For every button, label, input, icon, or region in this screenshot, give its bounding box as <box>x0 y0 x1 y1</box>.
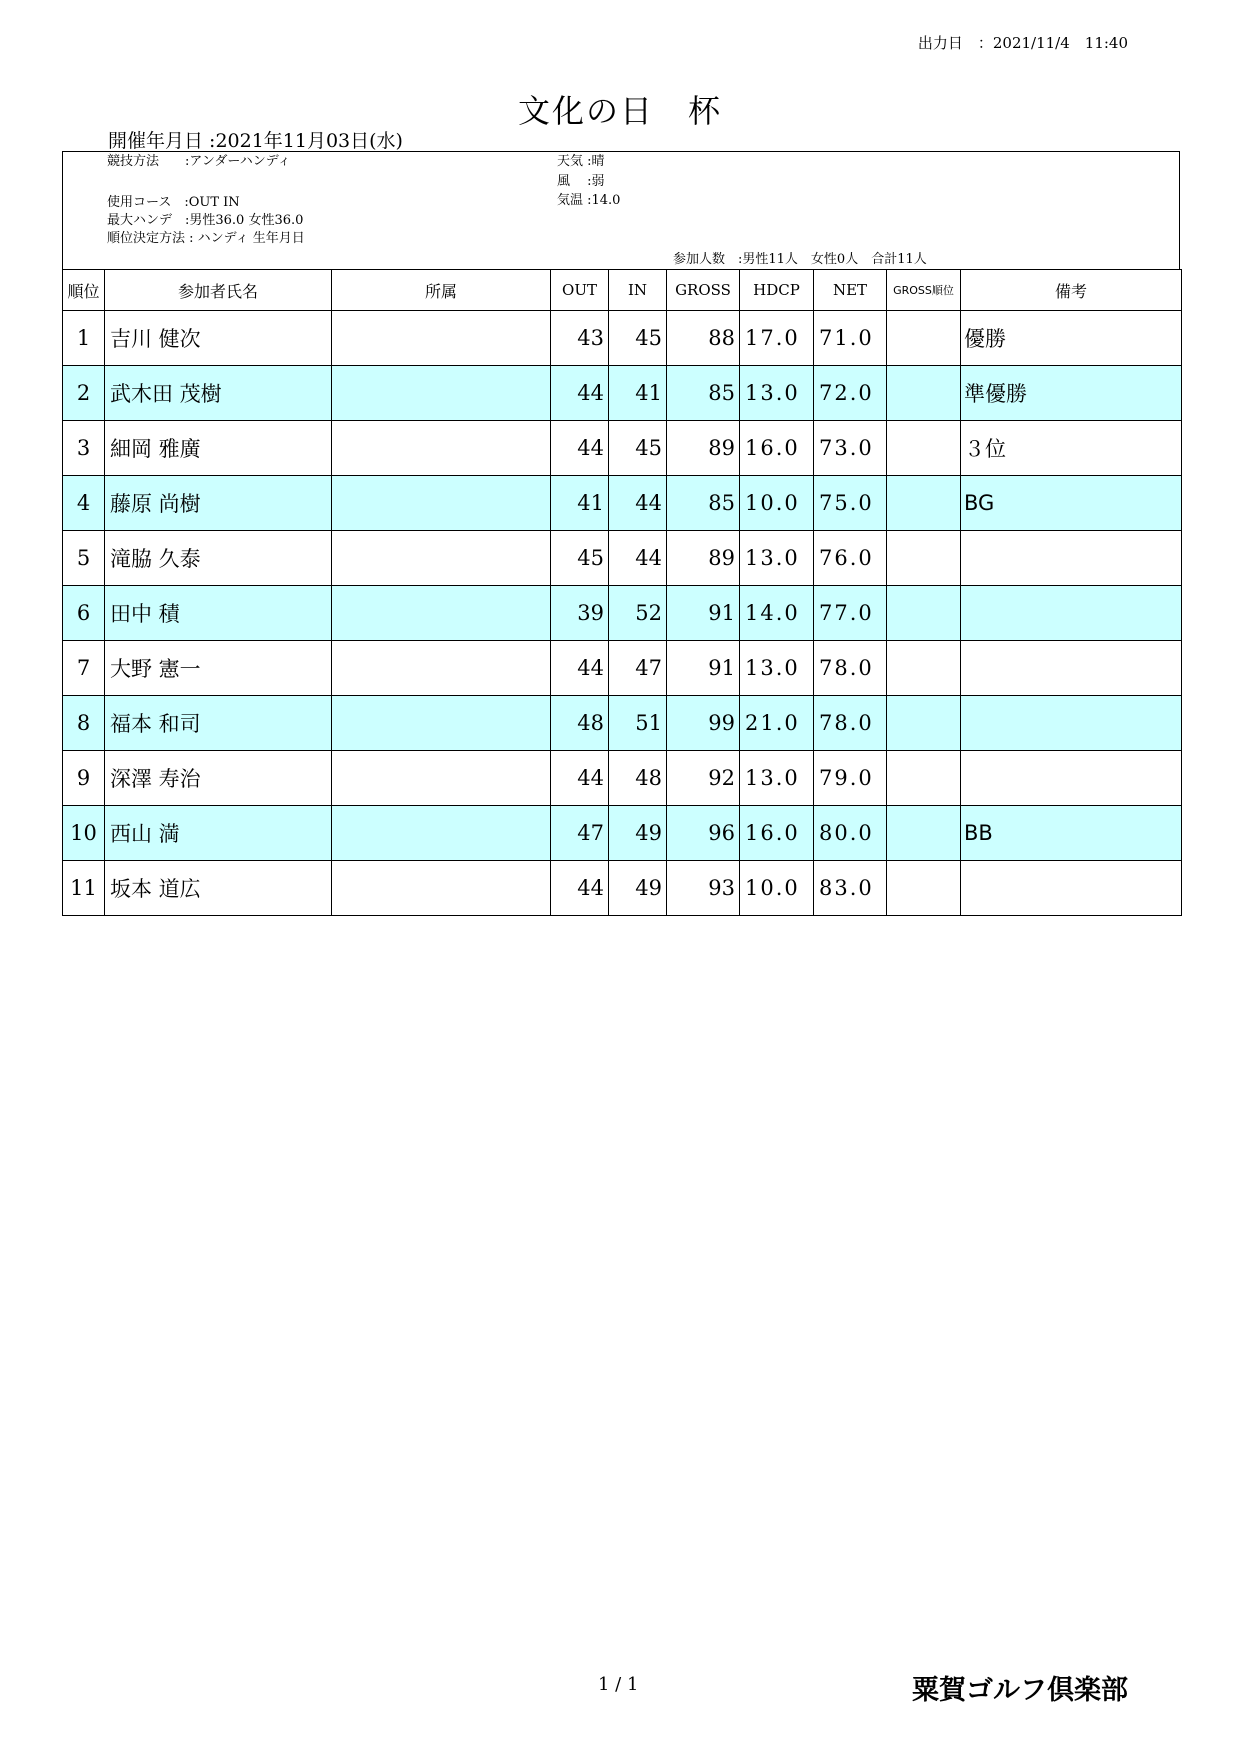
rank-cell: 2 <box>63 366 105 421</box>
in-cell: 49 <box>609 861 667 916</box>
table-row <box>63 421 1182 476</box>
in-cell: 52 <box>609 586 667 641</box>
output-date: 出力日 ：2021/11/4 11:40 <box>917 34 1128 52</box>
in-cell: 44 <box>609 476 667 531</box>
col-out: OUT <box>551 270 609 311</box>
note-cell <box>961 531 1182 586</box>
gross-cell: 92 <box>667 751 740 806</box>
net-cell: 77.0 <box>814 586 887 641</box>
rank-cell: 1 <box>63 311 105 366</box>
in-cell: 47 <box>609 641 667 696</box>
results-table <box>62 269 1182 916</box>
in-cell: 49 <box>609 806 667 861</box>
affiliation-cell <box>332 696 551 751</box>
gross-rank-cell <box>887 421 961 476</box>
gross-cell: 89 <box>667 421 740 476</box>
net-cell: 79.0 <box>814 751 887 806</box>
gross-rank-cell <box>887 751 961 806</box>
out-cell: 48 <box>551 696 609 751</box>
note-cell: 準優勝 <box>961 366 1182 421</box>
net-cell: 72.0 <box>814 366 887 421</box>
in-cell: 45 <box>609 421 667 476</box>
rank-cell: 4 <box>63 476 105 531</box>
gross-cell: 93 <box>667 861 740 916</box>
name-cell: 武木田 茂樹 <box>105 366 332 421</box>
page-title: 文化の日 杯 <box>517 92 722 130</box>
rank-cell: 9 <box>63 751 105 806</box>
net-cell: 78.0 <box>814 696 887 751</box>
table-row <box>63 311 1182 366</box>
net-cell: 75.0 <box>814 476 887 531</box>
table-row <box>63 586 1182 641</box>
hdcp-cell: 21.0 <box>740 696 814 751</box>
gross-cell: 99 <box>667 696 740 751</box>
hdcp-cell: 17.0 <box>740 311 814 366</box>
rank-cell: 7 <box>63 641 105 696</box>
note-cell <box>961 751 1182 806</box>
table-row <box>63 366 1182 421</box>
name-cell: 福本 和司 <box>105 696 332 751</box>
table-row <box>63 531 1182 586</box>
out-cell: 47 <box>551 806 609 861</box>
net-cell: 76.0 <box>814 531 887 586</box>
note-cell: BG <box>961 476 1182 531</box>
net-cell: 80.0 <box>814 806 887 861</box>
out-cell: 44 <box>551 421 609 476</box>
gross-rank-cell <box>887 311 961 366</box>
page-number: 1 / 1 <box>598 1674 639 1695</box>
out-cell: 45 <box>551 531 609 586</box>
name-cell: 滝脇 久泰 <box>105 531 332 586</box>
in-cell: 48 <box>609 751 667 806</box>
table-header-row <box>63 270 1182 311</box>
note-cell <box>961 586 1182 641</box>
gross-rank-cell <box>887 806 961 861</box>
col-gross-rank: GROSS順位 <box>887 270 961 311</box>
rank-cell: 8 <box>63 696 105 751</box>
col-net: NET <box>814 270 887 311</box>
gross-rank-cell <box>887 366 961 421</box>
gross-rank-cell <box>887 861 961 916</box>
gross-cell: 91 <box>667 641 740 696</box>
out-cell: 41 <box>551 476 609 531</box>
participant-count: 参加人数 :男性11人 女性0人 合計11人 <box>673 252 927 267</box>
name-cell: 吉川 健次 <box>105 311 332 366</box>
gross-rank-cell <box>887 696 961 751</box>
hdcp-cell: 13.0 <box>740 751 814 806</box>
affiliation-cell <box>332 586 551 641</box>
wind: 風 :弱 <box>557 174 605 189</box>
rank-cell: 3 <box>63 421 105 476</box>
note-cell: ３位 <box>961 421 1182 476</box>
max-handicap: 最大ハンデ :男性36.0 女性36.0 <box>107 213 304 228</box>
net-cell: 71.0 <box>814 311 887 366</box>
gross-cell: 85 <box>667 366 740 421</box>
gross-cell: 96 <box>667 806 740 861</box>
affiliation-cell <box>332 366 551 421</box>
affiliation-cell <box>332 806 551 861</box>
gross-rank-cell <box>887 476 961 531</box>
in-cell: 51 <box>609 696 667 751</box>
hdcp-cell: 13.0 <box>740 531 814 586</box>
out-cell: 44 <box>551 861 609 916</box>
hdcp-cell: 13.0 <box>740 641 814 696</box>
col-note: 備考 <box>961 270 1182 311</box>
in-cell: 45 <box>609 311 667 366</box>
gross-cell: 88 <box>667 311 740 366</box>
affiliation-cell <box>332 421 551 476</box>
out-cell: 39 <box>551 586 609 641</box>
name-cell: 藤原 尚樹 <box>105 476 332 531</box>
col-gross: GROSS <box>667 270 740 311</box>
ranking-method: 順位決定方法 : ハンディ 生年月日 <box>107 231 305 246</box>
gross-cell: 85 <box>667 476 740 531</box>
name-cell: 細岡 雅廣 <box>105 421 332 476</box>
hdcp-cell: 10.0 <box>740 861 814 916</box>
col-hdcp: HDCP <box>740 270 814 311</box>
competition-info-box <box>62 151 1180 269</box>
hdcp-cell: 10.0 <box>740 476 814 531</box>
rank-cell: 10 <box>63 806 105 861</box>
table-row <box>63 861 1182 916</box>
affiliation-cell <box>332 861 551 916</box>
gross-cell: 89 <box>667 531 740 586</box>
rank-cell: 6 <box>63 586 105 641</box>
course-used: 使用コース :OUT IN <box>107 195 240 210</box>
in-cell: 44 <box>609 531 667 586</box>
name-cell: 坂本 道広 <box>105 861 332 916</box>
table-row <box>63 806 1182 861</box>
in-cell: 41 <box>609 366 667 421</box>
name-cell: 田中 積 <box>105 586 332 641</box>
col-name: 参加者氏名 <box>105 270 332 311</box>
gross-rank-cell <box>887 641 961 696</box>
hdcp-cell: 14.0 <box>740 586 814 641</box>
hdcp-cell: 16.0 <box>740 806 814 861</box>
note-cell: BB <box>961 806 1182 861</box>
col-rank: 順位 <box>63 270 105 311</box>
out-cell: 43 <box>551 311 609 366</box>
net-cell: 73.0 <box>814 421 887 476</box>
affiliation-cell <box>332 476 551 531</box>
weather: 天気 :晴 <box>557 154 605 169</box>
competition-method: 競技方法 :アンダーハンディ <box>107 154 291 169</box>
name-cell: 西山 満 <box>105 806 332 861</box>
col-in: IN <box>609 270 667 311</box>
note-cell: 優勝 <box>961 311 1182 366</box>
col-affiliation: 所属 <box>332 270 551 311</box>
affiliation-cell <box>332 531 551 586</box>
affiliation-cell <box>332 641 551 696</box>
affiliation-cell <box>332 751 551 806</box>
net-cell: 83.0 <box>814 861 887 916</box>
out-cell: 44 <box>551 641 609 696</box>
table-row <box>63 751 1182 806</box>
out-cell: 44 <box>551 751 609 806</box>
club-name: 粟賀ゴルフ倶楽部 <box>912 1675 1128 1706</box>
name-cell: 大野 憲一 <box>105 641 332 696</box>
note-cell <box>961 696 1182 751</box>
hdcp-cell: 13.0 <box>740 366 814 421</box>
event-date: 開催年月日 :2021年11月03日(水) <box>108 130 403 152</box>
out-cell: 44 <box>551 366 609 421</box>
rank-cell: 11 <box>63 861 105 916</box>
rank-cell: 5 <box>63 531 105 586</box>
note-cell <box>961 641 1182 696</box>
net-cell: 78.0 <box>814 641 887 696</box>
note-cell <box>961 861 1182 916</box>
hdcp-cell: 16.0 <box>740 421 814 476</box>
gross-rank-cell <box>887 586 961 641</box>
temperature: 気温 :14.0 <box>557 193 621 208</box>
table-row <box>63 641 1182 696</box>
table-row <box>63 696 1182 751</box>
table-row <box>63 476 1182 531</box>
gross-rank-cell <box>887 531 961 586</box>
gross-cell: 91 <box>667 586 740 641</box>
name-cell: 深澤 寿治 <box>105 751 332 806</box>
affiliation-cell <box>332 311 551 366</box>
